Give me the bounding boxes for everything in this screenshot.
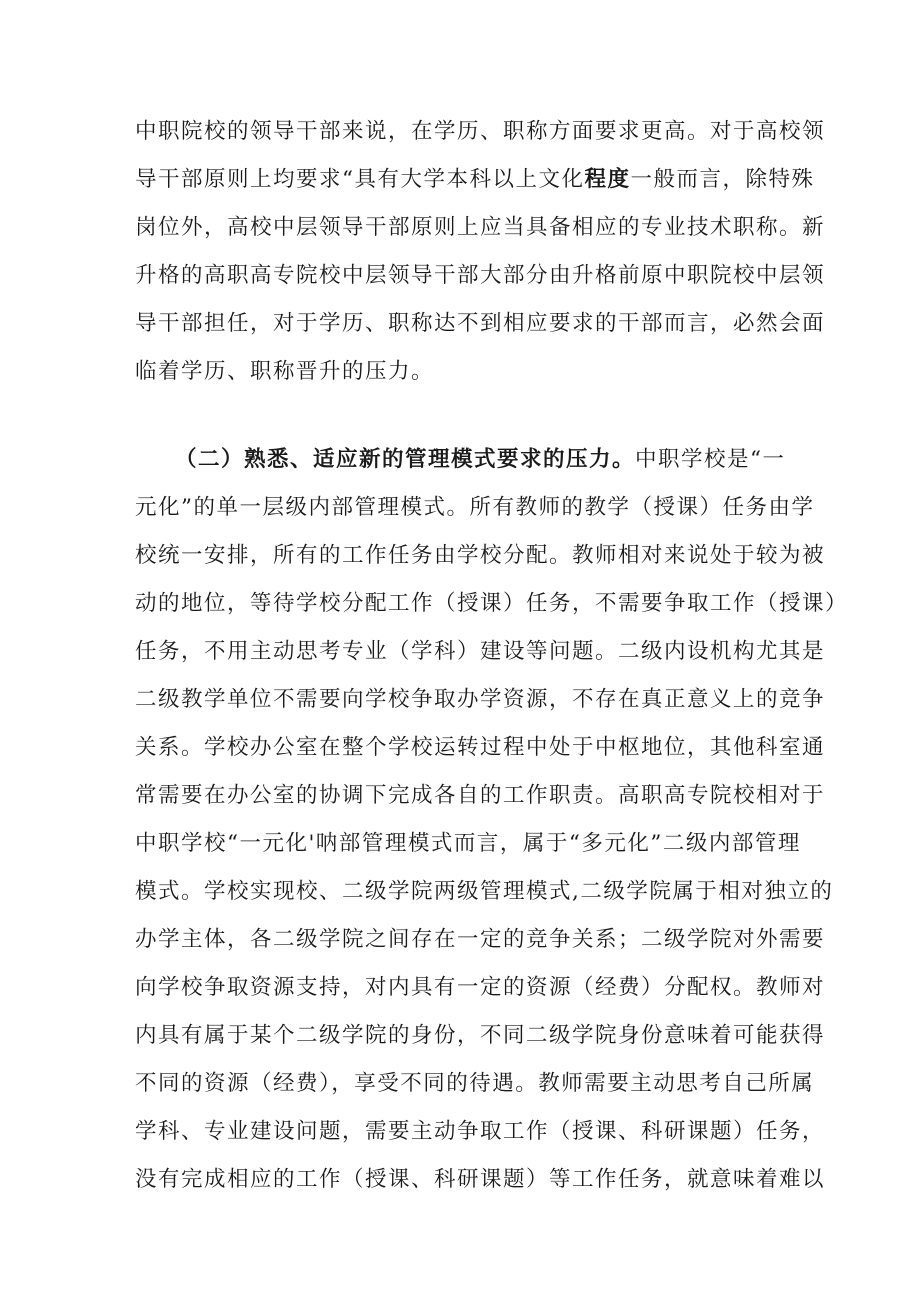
text-line: 中职学校“一元化'呐部管理模式而言，属于“多元化”二级内部管理: [135, 831, 801, 856]
text-line: 模式。学校实现校、二级学院两级管理模式,二级学院属于相对独立的: [135, 879, 834, 904]
text-line: 岗位外，高校中层领导干部原则上应当具备相应的专业技术职称。新: [135, 215, 826, 240]
text-line: 常需要在办公室的协调下完成各自的工作职责。高职高专院校相对于: [135, 783, 826, 808]
text-line: 元化”的单一层级内部管理模式。所有教师的教学（授课）任务由学: [135, 495, 815, 520]
text-segment: 导干部原则上均要求“具有大学本科以上文化: [135, 167, 585, 192]
section-heading: （二）熟悉、适应新的管理模式要求的压力。: [175, 447, 636, 472]
bold-term: 程度: [584, 167, 631, 192]
text-line: 关系。学校办公室在整个学校运转过程中处于中枢地位，其他科室通: [135, 735, 826, 760]
text-line: 内具有属于某个二级学院的身份，不同二级学院身份意味着可能获得: [135, 1023, 826, 1048]
text-segment: 中职学校是“一: [635, 447, 786, 472]
text-line: 中职院校的领导干部来说，在学历、职称方面要求更高。对于高校领: [135, 119, 826, 144]
text-line: 导干部担任，对于学历、职称达不到相应要求的干部而言，必然会面: [135, 311, 826, 336]
section-heading-line: [175, 440, 786, 480]
text-line: 动的地位，等待学校分配工作（授课）任务，不需要争取工作（授课）: [135, 591, 849, 616]
text-line: 向学校争取资源支持，对内具有一定的资源（经费）分配权。教师对: [135, 975, 826, 1000]
text-line: 临着学历、职称晋升的压力。: [135, 359, 435, 384]
text-line: 办学主体，各二级学院之间存在一定的竞争关系；二级学院对外需要: [135, 927, 826, 952]
text-line: 二级教学单位不需要向学校争取办学资源，不存在真正意义上的竞争: [135, 687, 826, 712]
text-segment: 一般而言，除特殊: [630, 167, 815, 192]
text-line: 学科、专业建设问题，需要主动争取工作（授课、科研课题）任务，: [135, 1119, 826, 1144]
text-line: 升格的高职高专院校中层领导干部大部分由升格前原中职院校中层领: [135, 263, 826, 288]
text-line: [135, 160, 815, 200]
text-line: 校统一安排，所有的工作任务由学校分配。教师相对来说处于较为被: [135, 543, 826, 568]
text-line: 不同的资源（经费），享受不同的待遇。教师需要主动思考自己所属: [135, 1071, 815, 1096]
text-line: 没有完成相应的工作（授课、科研课题）等工作任务，就意味着难以: [135, 1167, 826, 1192]
text-line: 任务，不用主动思考专业（学科）建设等问题。二级内设机构尤其是: [135, 639, 826, 664]
